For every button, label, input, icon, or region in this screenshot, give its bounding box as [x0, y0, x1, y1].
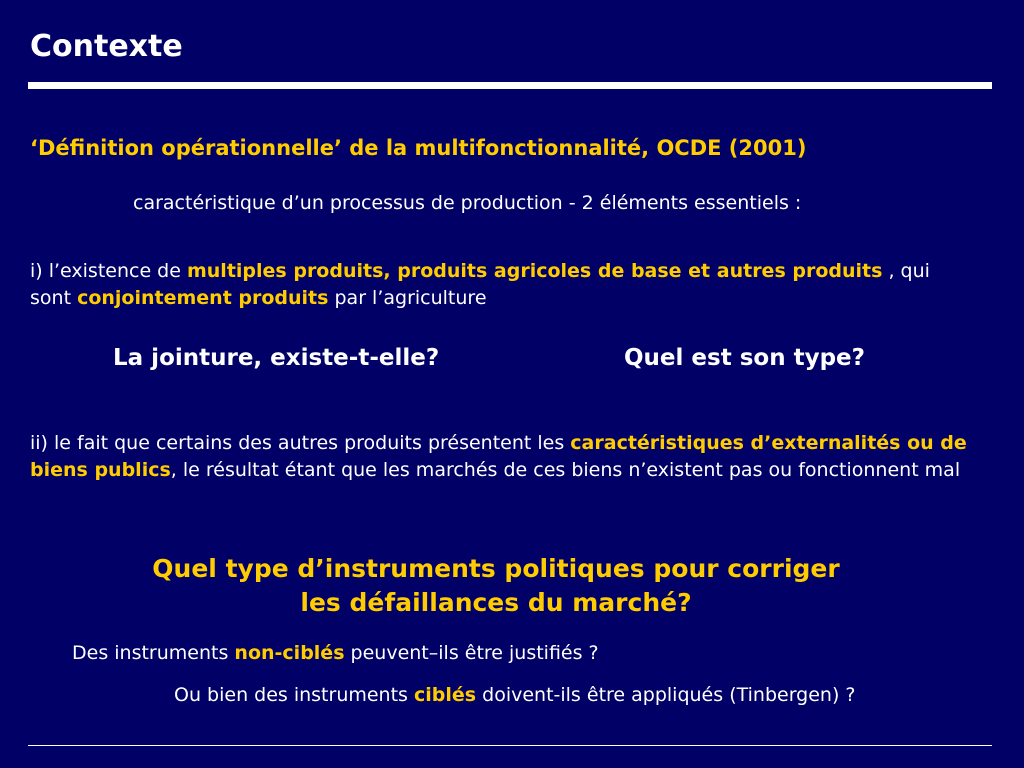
- item-ii-highlight-1: caractéristiques d’externalités ou de biens publics: [30, 432, 967, 481]
- item-i-text-1: i) l’existence de: [30, 260, 187, 282]
- item-ii-text-1: ii) le fait que certains des autres produits présentent les: [30, 432, 571, 454]
- item-ii-text-2: , le résultat étant que les marchés de ces biens n’existent pas ou fonctionnent mal: [170, 459, 961, 481]
- item-i-paragraph: [30, 258, 970, 312]
- non-targeted-instruments-question: [72, 640, 599, 667]
- cibles-highlight: ciblés: [414, 684, 477, 706]
- noncibles-text-2: peuvent–ils être justifiés ?: [344, 642, 599, 664]
- item-i-highlight-1: multiples produits, produits agricoles de base et autres produits: [186, 260, 883, 282]
- main-question-line-2: les défaillances du marché?: [300, 588, 692, 617]
- noncibles-text-1: Des instruments: [72, 642, 235, 664]
- item-ii-paragraph: [30, 430, 970, 484]
- item-i-text-3: par l’agriculture: [328, 287, 487, 309]
- definition-heading: ‘Définition opérationnelle’ de la multifonctionnalité, OCDE (2001): [30, 136, 807, 160]
- question-type: Quel est son type?: [624, 345, 865, 371]
- footer-divider: [28, 745, 992, 746]
- title-divider: [28, 82, 992, 89]
- question-jointure: La jointure, existe-t-elle?: [113, 345, 440, 371]
- main-question-line-1: Quel type d’instruments politiques pour corriger: [152, 554, 840, 583]
- intro-text: caractéristique d’un processus de production - 2 éléments essentiels :: [133, 192, 802, 214]
- targeted-instruments-question: [174, 682, 856, 709]
- slide-title: Contexte: [30, 29, 183, 64]
- cibles-text-1: Ou bien des instruments: [174, 684, 414, 706]
- main-question: [0, 552, 992, 620]
- item-i-highlight-2: conjointement produits: [77, 287, 329, 309]
- cibles-text-2: doivent-ils être appliqués (Tinbergen) ?: [476, 684, 856, 706]
- item-i-text-2: , qui sont: [30, 260, 930, 309]
- noncibles-highlight: non-ciblés: [234, 642, 345, 664]
